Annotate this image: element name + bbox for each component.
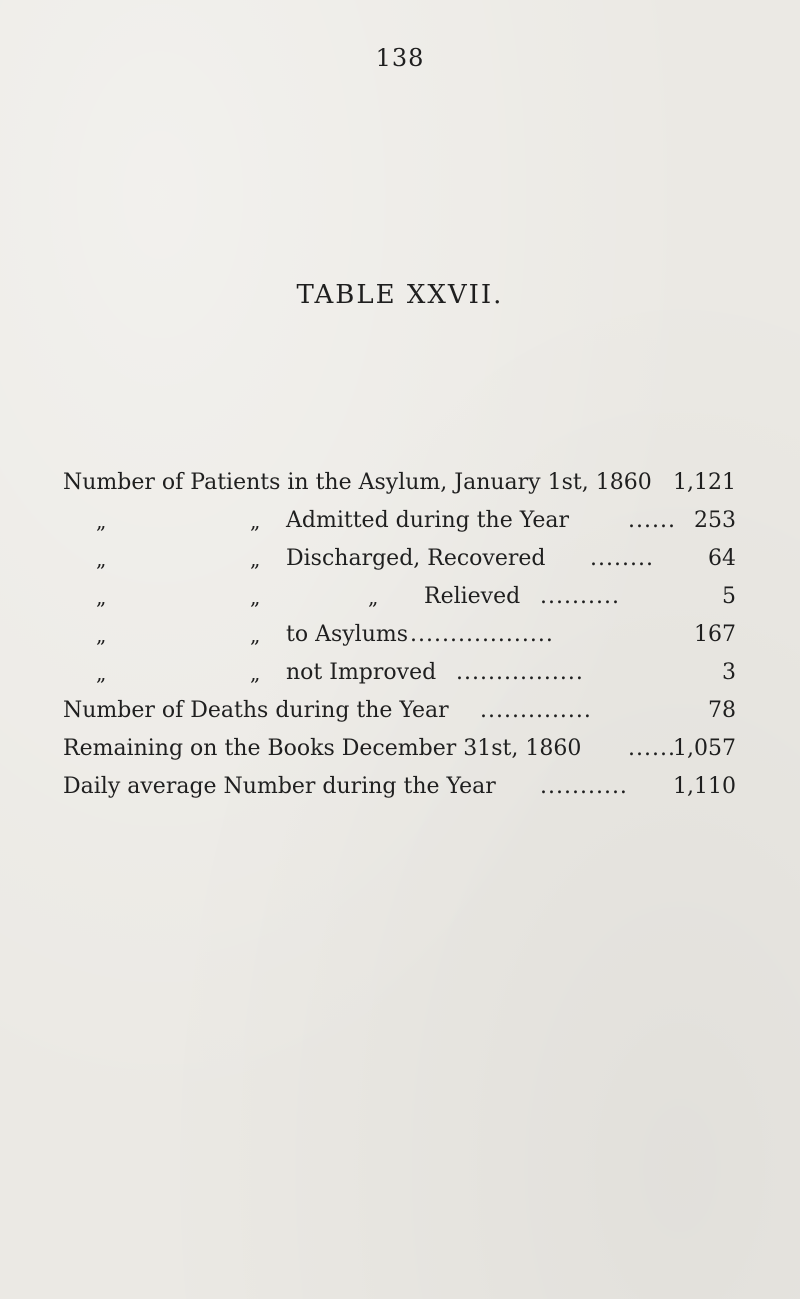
row-label: Number of Deaths during the Year bbox=[63, 698, 449, 723]
row-label: Discharged, Recovered bbox=[286, 546, 546, 571]
dot-leader: ................ bbox=[456, 660, 584, 685]
dot-leader: .......... bbox=[540, 584, 620, 609]
table-row bbox=[0, 615, 800, 655]
row-value: 167 bbox=[694, 622, 736, 647]
ditto-mark: „ bbox=[96, 585, 107, 609]
row-label: Daily average Number during the Year bbox=[63, 774, 496, 799]
table-row bbox=[0, 691, 800, 731]
dot-leader: .............. bbox=[480, 698, 592, 723]
row-label: Number of Patients in the Asylum, January 1st, 1860 bbox=[63, 470, 652, 495]
table-row bbox=[0, 577, 800, 617]
ditto-mark: „ bbox=[250, 547, 261, 571]
row-value: 1,121 bbox=[673, 470, 736, 495]
row-value: 3 bbox=[722, 660, 736, 685]
table-row bbox=[0, 729, 800, 769]
row-value: 78 bbox=[708, 698, 736, 723]
table-row bbox=[0, 501, 800, 541]
row-value: 1,110 bbox=[673, 774, 736, 799]
dot-leader: .................. bbox=[410, 622, 554, 647]
row-value: 1,057 bbox=[673, 736, 736, 761]
page-number: 138 bbox=[375, 44, 425, 72]
row-label: Relieved bbox=[424, 584, 521, 609]
row-label: not Improved bbox=[286, 660, 437, 685]
table-row bbox=[0, 653, 800, 693]
table-row bbox=[0, 767, 800, 807]
dot-leader: ........ bbox=[590, 546, 654, 571]
ditto-mark: „ bbox=[96, 623, 107, 647]
ditto-mark: „ bbox=[250, 509, 261, 533]
row-label: Admitted during the Year bbox=[286, 508, 569, 533]
row-label: to Asylums bbox=[286, 622, 409, 647]
ditto-mark: „ bbox=[250, 585, 261, 609]
ditto-mark: „ bbox=[96, 547, 107, 571]
dot-leader: ........... bbox=[540, 774, 628, 799]
table-row bbox=[0, 539, 800, 579]
row-value: 253 bbox=[694, 508, 736, 533]
dot-leader: ...... bbox=[628, 736, 676, 761]
table-row bbox=[0, 463, 800, 503]
ditto-mark: „ bbox=[368, 585, 379, 609]
ditto-mark: „ bbox=[250, 661, 261, 685]
row-value: 64 bbox=[708, 546, 736, 571]
table-title: TABLE XXVII. bbox=[296, 280, 504, 310]
ditto-mark: „ bbox=[96, 661, 107, 685]
row-value: 5 bbox=[722, 584, 736, 609]
ditto-mark: „ bbox=[250, 623, 261, 647]
ditto-mark: „ bbox=[96, 509, 107, 533]
row-label: Remaining on the Books December 31st, 1860 bbox=[63, 736, 582, 761]
dot-leader: ...... bbox=[628, 508, 676, 533]
